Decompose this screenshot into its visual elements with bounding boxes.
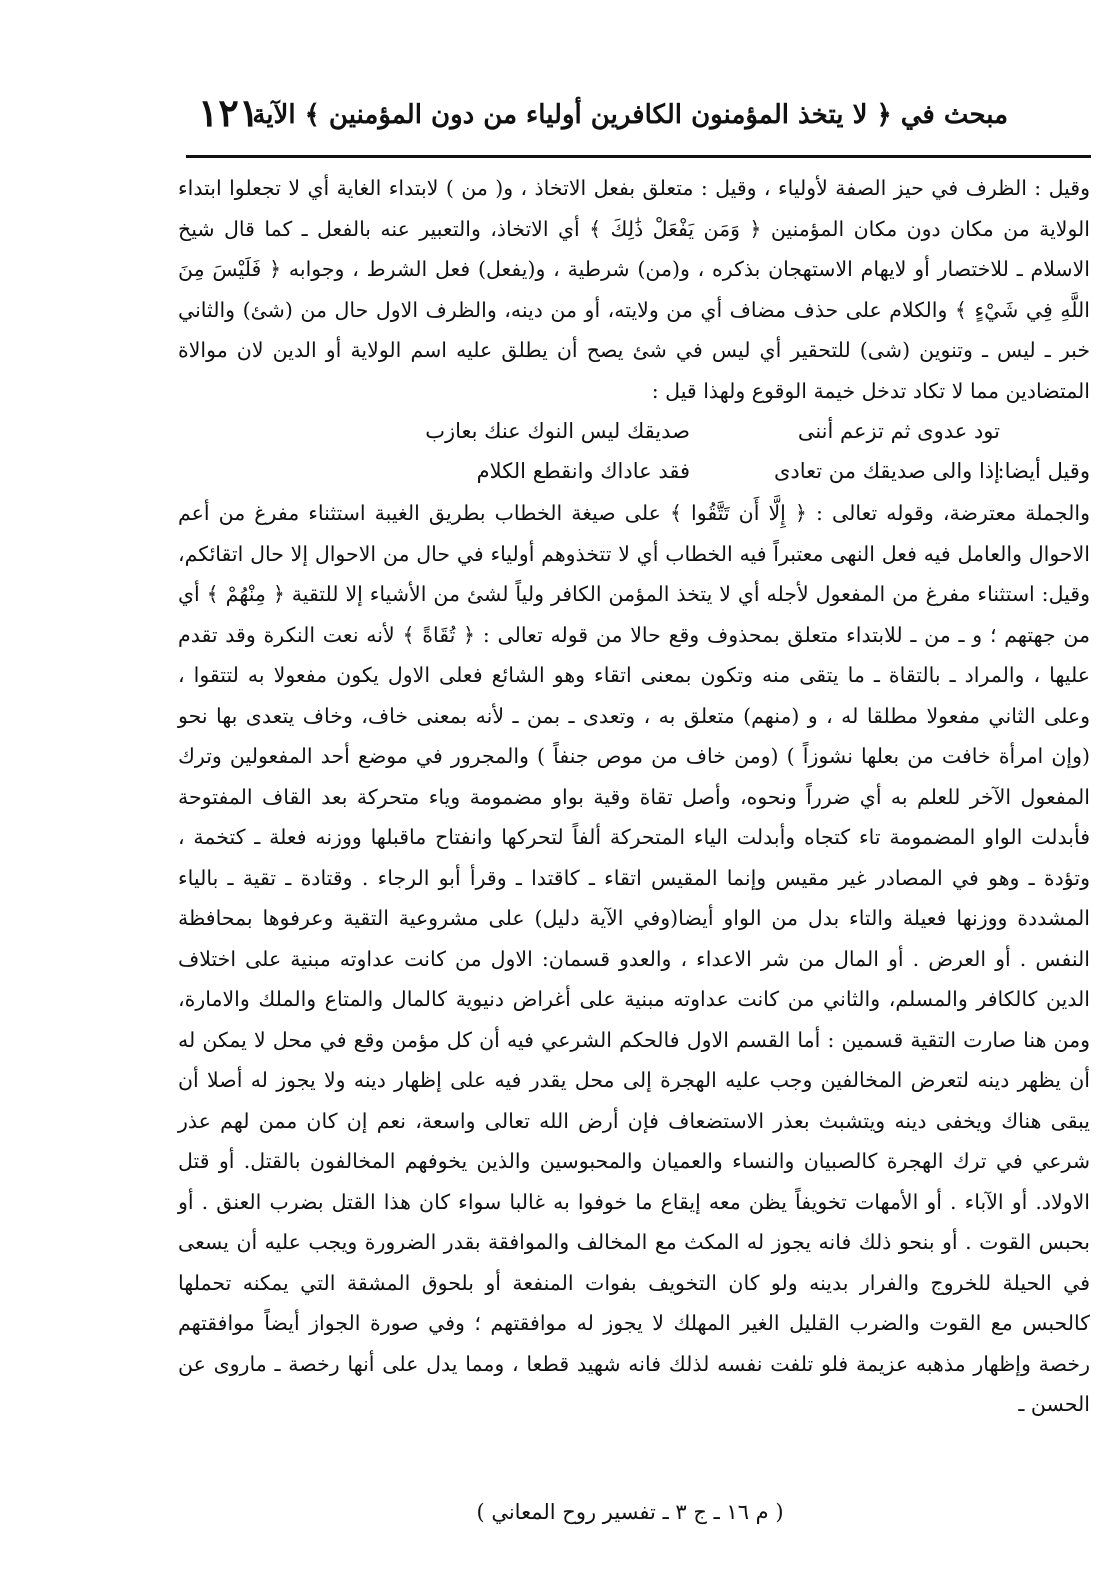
paragraph: وقيل : الظرف في حيز الصفة لأولياء ، وقيل : متعلق بفعل الاتخاذ ، و( من ) لابتداء الغاية أي لا تجعلوا ابتداء الولاية من مكان دون مكان المؤمنين ﴿ وَمَن يَفْعَلْ ذَٰلِكَ ﴾ أي الاتخاذ، والتعبير عنه بالفعل ـ كما قال شيخ الاسلام ـ للاختصار أو لايهام الاستهجان بذكره ، و(من) شرطية ، و(يفعل) فعل الشرط ، وجوابه ﴿ فَلَيْسَ مِنَ اللَّهِ فِي شَيْءٍ ﴾ والكلام على حذف مضاف أي من ولايته، أو من دينه، والظرف الاول حال من (شئ) والثاني خبر ـ ليس ـ وتنوين (شى) للتحقير أي ليس في شئ يصح أن يطلق عليه اسم الولاية أو الدين لان موالاة المتضادين مما لا تكاد تدخل خيمة الوقوع ولهذا قيل :: [178, 176, 1090, 403]
page-number: ١٢١: [198, 90, 260, 135]
poem-line-2-first-hemistich: إذا والى صديقك من تعادى: [773, 459, 1000, 483]
paragraph: والجملة معترضة، وقوله تعالى : ﴿ إِلَّا أَن تَتَّقُوا ﴾ على صيغة الخطاب بطريق الغيبة استثناء مفرغ من أعم الاحوال والعامل فيه فعل النهى معتبراً فيه الخطاب أي لا تتخذوهم أولياء في حال من الاحوال إلا حال اتقائكم، وقيل: استثناء مفرغ من المفعول لأجله أي لا يتخذ المؤمن الكافر ولياً لشئ من الأشياء إلا للتقية ﴿ مِنْهُمْ ﴾ أي من جهتهم ؛ و ـ من ـ للابتداء متعلق بمحذوف وقع حالا من قوله تعالى : ﴿ تُقَاةً ﴾ لأنه نعت النكرة وقد تقدم عليها ، والمراد ـ بالتقاة ـ ما يتقى منه وتكون بمعنى اتقاء وهو الشائع فعلى الاول يكون مفعولا به لتتقوا ، وعلى الثاني مفعولا مطلقا له ، و (منهم) متعلق به ، وتعدى ـ بمن ـ لأنه بمعنى خاف، وخاف يتعدى بها نحو (وإن امرأة خافت من بعلها نشوزاً ) (ومن خاف من موص جنفاً ) والمجرور في موضع أحد المفعولين وترك المفعول الآخر للعلم به أي ضرراً ونحوه، وأصل تقاة وقية بواو مضمومة وياء متحركة بعد القاف المفتوحة فأبدلت الواو المضمومة تاء كتجاه وأبدلت الياء المتحركة ألفاً لتحركها وانفتاح ماقبلها ووزنه فعلة ـ كتخمة ، وتؤدة ـ وهو في المصادر غير مقيس وإنما المقيس اتقاء ـ كاقتدا ـ وقرأ أبو الرجاء . وقتادة ـ تقية ـ بالياء المشددة ووزنها فعيلة والتاء بدل من الواو أيضا(وفي الآية دليل) على مشروعية التقية وعرفوها بمحافظة النفس . أو العرض . أو المال من شر الاعداء ، والعدو قسمان: الاول من كانت عداوته مبنية على اختلاف الدين كالكافر والمسلم، والثاني من كانت عداوته مبنية على أغراض دنيوية كالمال والمتاع والملك والامارة، ومن هنا صارت التقية قسمين : أما القسم الاول فالحكم الشرعي فيه أن كل مؤمن وقع في محل لا يمكن له أن يظهر دينه لتعرض المخالفين وجب عليه الهجرة إلى محل يقدر فيه على إظهار دينه ولا يجوز له أصلا أن يبقى هناك ويخفى دينه ويتشبث بعذر الاستضعاف فإن أرض الله تعالى واسعة، نعم إن كان ممن لهم عذر شرعي في ترك الهجرة كالصبيان والنساء والعميان والمحبوسين والذين يخوفهم المخالفون بالقتل. أو قتل الاولاد. أو الآباء . أو الأمهات تخويفاً يظن معه إيقاع ما خوفوا به غالبا سواء كان هذا القتل بضرب العنق . أو بحبس القوت . أو بنحو ذلك فانه يجوز له المكث مع المخالف والموافقة بقدر الضرورة ويجب عليه أن يسعى في الحيلة للخروج والفرار بدينه ولو كان التخويف بفوات المنفعة أو بلحوق المشقة التي يمكنه تحملها كالحبس مع القوت والضرب القليل الغير المهلك لا يجوز له موافقتهم ؛ وفي صورة الجواز أيضاً موافقتهم رخصة وإظهار مذهبه عزيمة فلو تلفت نفسه لذلك فانه شهيد قطعا ، ومما يدل على أنها رخصة ـ ماروى عن الحسن ـ: [178, 501, 1090, 1416]
poem-line-1-second-hemistich: صديقك ليس النوك عنك بعازب: [425, 419, 690, 443]
poem-line-2-second-hemistich: فقد عاداك وانقطع الكلام: [476, 459, 690, 483]
page-footer: ( م ١٦ ـ ج ٣ ـ تفسير روح المعاني ): [476, 1500, 784, 1524]
poem-intro: وقيل أيضا:: [997, 459, 1090, 483]
main-text: [178, 168, 1090, 1425]
running-title: مبحث في ﴿ لا يتخذ المؤمنون الكافرين أولياء من دون المؤمنين ﴾ الآية: [252, 100, 1008, 130]
page-header: [178, 90, 1008, 152]
header-rule: [186, 155, 1091, 158]
poem-line-1-first-hemistich: تود عدوى ثم تزعم أننى: [797, 419, 1000, 443]
poem-block: [178, 411, 1090, 493]
